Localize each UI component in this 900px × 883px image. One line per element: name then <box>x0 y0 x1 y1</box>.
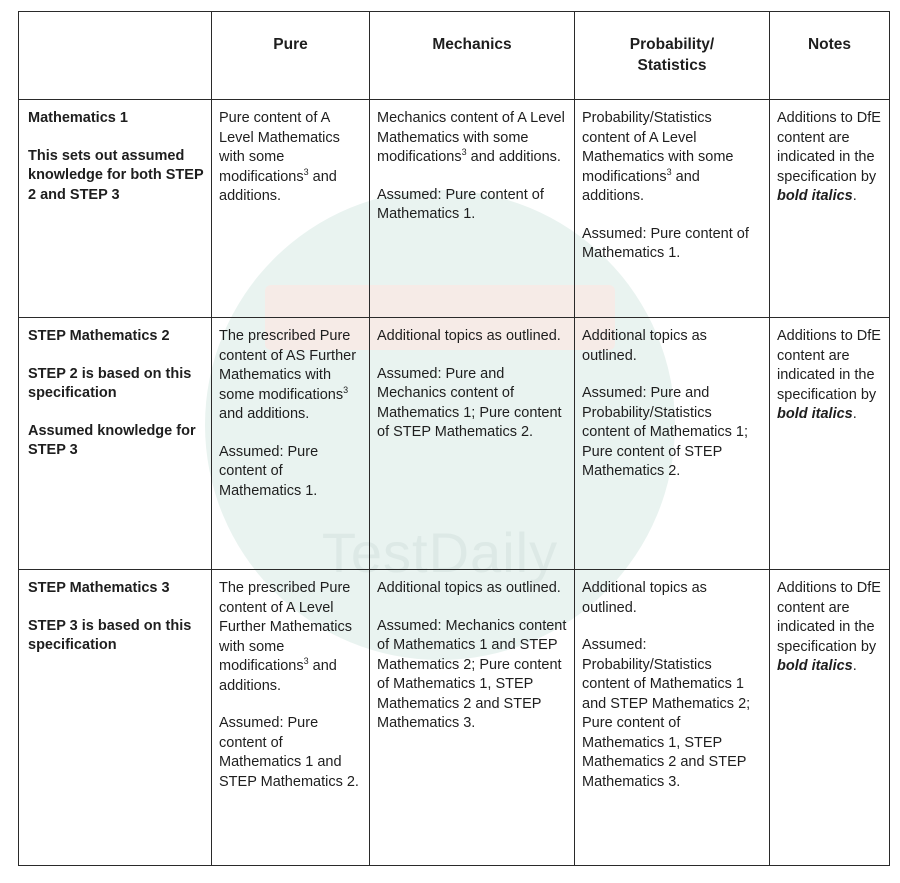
specification-table <box>18 11 890 866</box>
mechanics-cell: Additional topics as outlined. Assumed: Pure and Mechanics content of Mathematics 1; Pure content of STEP Mathematics 2. <box>370 318 575 570</box>
pure-header: Pure <box>212 12 370 100</box>
table-row <box>19 570 890 866</box>
row-title: Mathematics 1 <box>28 110 128 126</box>
row-description: STEP 3 is based on this specification <box>28 617 192 653</box>
probability-cell: Additional topics as outlined. Assumed: Probability/Statistics content of Mathematics 1 and STEP Mathematics 2; Pure content of Mathematics 1, STEP Mathematics 2 and STEP Mathematics 3. <box>575 570 770 866</box>
mechanics-cell: Additional topics as outlined. Assumed: Mechanics content of Mathematics 1 and STEP Mathematics 2; Pure content of Mathematics 1, STEP Mathematics 2 and STEP Mathematics 3. <box>370 570 575 866</box>
row-header <box>19 318 212 570</box>
mechanics-cell: Mechanics content of A Level Mathematics with some modifications$^3$ and additions. Assumed: Pure content of Mathematics 1. <box>370 100 575 318</box>
notes-cell: Additions to DfE content are indicated in the specification by bold italics. <box>770 318 890 570</box>
probability-cell: Additional topics as outlined. Assumed: Pure and Probability/Statistics content of Mathematics 1; Pure content of STEP Mathematics 2. <box>575 318 770 570</box>
notes-header: Notes <box>770 12 890 100</box>
row-description: This sets out assumed knowledge for both STEP 2 and STEP 3 <box>28 147 204 203</box>
corner-header <box>19 12 212 100</box>
mechanics-header: Mechanics <box>370 12 575 100</box>
row-description: Assumed knowledge for STEP 3 <box>28 422 196 458</box>
pure-cell: The prescribed Pure content of A Level Further Mathematics with some modifications$^3$ and additions. Assumed: Pure content of Mathematics 1 and STEP Mathematics 2. <box>212 570 370 866</box>
pure-cell: The prescribed Pure content of AS Further Mathematics with some modifications$^3$ and additions. Assumed: Pure content of Mathematics 1. <box>212 318 370 570</box>
row-description: STEP 2 is based on this specification <box>28 365 192 401</box>
table-row <box>19 318 890 570</box>
notes-cell: Additions to DfE content are indicated in the specification by bold italics. <box>770 100 890 318</box>
row-header <box>19 100 212 318</box>
watermark-text: TestDaily <box>321 521 559 584</box>
row-title: STEP Mathematics 2 <box>28 328 170 344</box>
header-row <box>19 12 890 100</box>
probability-header: Probability/ Statistics <box>575 12 770 100</box>
notes-cell: Additions to DfE content are indicated in the specification by bold italics. <box>770 570 890 866</box>
pure-cell: Pure content of A Level Mathematics with some modifications$^3$ and additions. <box>212 100 370 318</box>
table-row <box>19 100 890 318</box>
probability-cell: Probability/Statistics content of A Level Mathematics with some modifications$^3$ and additions. Assumed: Pure content of Mathematics 1. <box>575 100 770 318</box>
row-header <box>19 570 212 866</box>
row-title: STEP Mathematics 3 <box>28 580 170 596</box>
